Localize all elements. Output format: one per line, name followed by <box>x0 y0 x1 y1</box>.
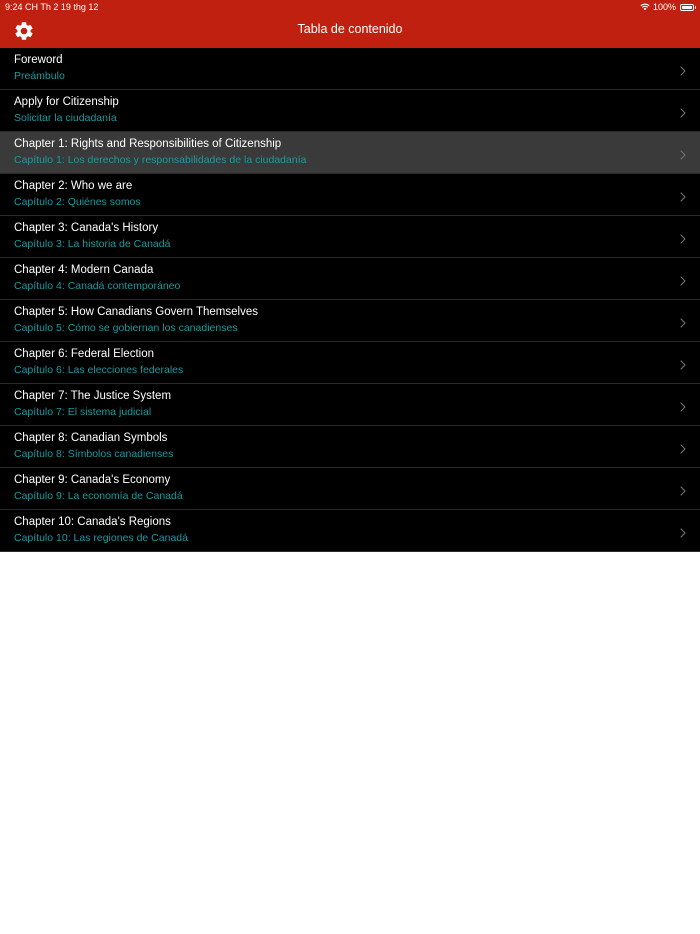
chapter-title: Chapter 9: Canada's Economy <box>14 474 171 486</box>
chapter-title: Chapter 5: How Canadians Govern Themselves <box>14 306 258 318</box>
chapter-subtitle: Preámbulo <box>14 70 65 82</box>
chapter-row[interactable] <box>0 510 700 552</box>
chapter-row[interactable] <box>0 132 700 174</box>
chapter-row[interactable] <box>0 426 700 468</box>
chapter-title: Chapter 6: Federal Election <box>14 348 154 360</box>
battery-percentage: 100% <box>652 2 676 12</box>
chevron-right-icon <box>680 483 686 493</box>
chapter-title: Apply for Citizenship <box>14 96 119 108</box>
chapter-subtitle: Capítulo 7: El sistema judicial <box>14 406 152 418</box>
chapter-title: Chapter 3: Canada's History <box>14 222 159 234</box>
page-title: Tabla de contenido <box>297 22 403 36</box>
chapter-row[interactable] <box>0 258 700 300</box>
chevron-right-icon <box>680 273 686 283</box>
chevron-right-icon <box>680 147 686 157</box>
chapter-subtitle: Capítulo 5: Cómo se gobiernan los canadienses <box>14 322 238 334</box>
chevron-right-icon <box>680 315 686 325</box>
chapter-subtitle: Capítulo 9: La economía de Canadá <box>14 490 183 502</box>
battery-icon <box>680 4 694 11</box>
chapter-row[interactable] <box>0 300 700 342</box>
chapter-row[interactable] <box>0 342 700 384</box>
chapter-title: Chapter 8: Canadian Symbols <box>14 432 168 444</box>
chapter-title: Chapter 7: The Justice System <box>14 390 172 402</box>
chapter-subtitle: Capítulo 10: Las regiones de Canadá <box>14 532 188 544</box>
chapter-subtitle: Capítulo 6: Las elecciones federales <box>14 364 184 376</box>
chapter-subtitle: Capítulo 8: Símbolos canadienses <box>14 448 174 460</box>
chapter-row[interactable] <box>0 384 700 426</box>
status-indicators <box>640 2 694 12</box>
chapter-list <box>0 48 700 552</box>
chevron-right-icon <box>680 441 686 451</box>
chapter-title: Chapter 2: Who we are <box>14 180 133 192</box>
chapter-title: Chapter 4: Modern Canada <box>14 264 154 276</box>
chapter-subtitle: Capítulo 4: Canadá contemporáneo <box>14 280 181 292</box>
chapter-subtitle: Solicitar la ciudadanía <box>14 112 117 124</box>
wifi-icon <box>640 3 650 11</box>
chapter-row[interactable] <box>0 468 700 510</box>
chapter-subtitle: Capítulo 2: Quiénes somos <box>14 196 141 208</box>
status-bar <box>0 0 700 13</box>
chevron-right-icon <box>680 105 686 115</box>
chapter-title: Chapter 10: Canada's Regions <box>14 516 171 528</box>
chapter-row[interactable] <box>0 216 700 258</box>
chapter-row[interactable] <box>0 90 700 132</box>
chapter-subtitle: Capítulo 1: Los derechos y responsabilidades de la ciudadanía <box>14 154 307 166</box>
chapter-subtitle: Capítulo 3: La historia de Canadá <box>14 238 171 250</box>
chevron-right-icon <box>680 399 686 409</box>
chapter-row[interactable] <box>0 174 700 216</box>
chapter-title: Chapter 1: Rights and Responsibilities of Citizenship <box>14 138 282 150</box>
chevron-right-icon <box>680 231 686 241</box>
chevron-right-icon <box>680 63 686 73</box>
chapter-row[interactable] <box>0 48 700 90</box>
chevron-right-icon <box>680 189 686 199</box>
header <box>0 0 700 48</box>
chevron-right-icon <box>680 357 686 367</box>
chapter-title: Foreword <box>14 54 63 66</box>
chevron-right-icon <box>680 525 686 535</box>
nav-bar <box>0 13 700 48</box>
status-time-date: 9:24 CH Th 2 19 thg 12 <box>5 2 99 12</box>
